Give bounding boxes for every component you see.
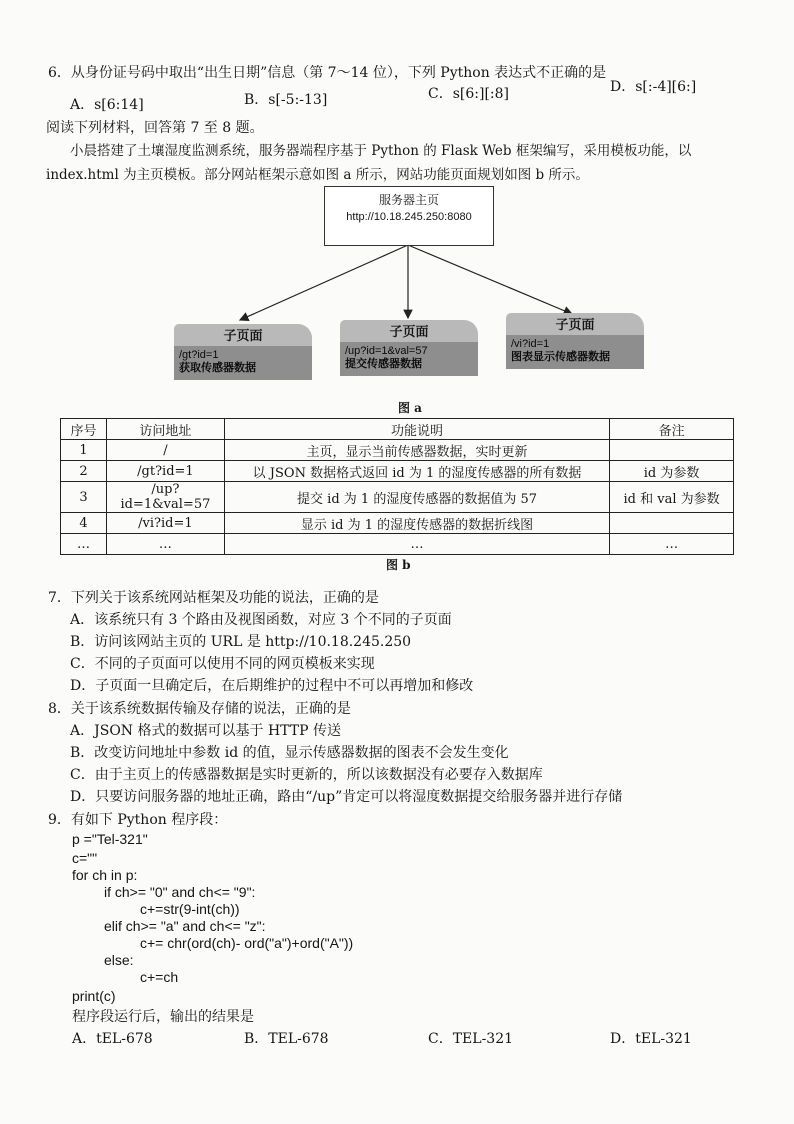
code-line-10: print(c): [72, 988, 116, 1004]
table-cell: 4: [61, 513, 107, 534]
q6-stem: 6．从身份证号码中取出“出生日期”信息（第 7～14 位），下列 Python 表达式不正确的是: [48, 65, 607, 81]
subpage-up-url: /up?id=1&val=57: [345, 345, 428, 357]
table-cell: …: [610, 534, 734, 555]
subpage-get: [174, 324, 312, 382]
table-cell: 2: [61, 461, 107, 482]
q8-stem: 8．关于该系统数据传输及存储的说法，正确的是: [48, 701, 351, 717]
table-row: [61, 440, 734, 461]
table-cell: …: [61, 534, 107, 555]
q7-option-b: B．访问该网站主页的 URL 是 http://10.18.245.250: [70, 634, 412, 650]
code-line-1: p ="Tel-321": [72, 831, 148, 847]
table-cell: /: [106, 440, 224, 461]
table-cell: 1: [61, 440, 107, 461]
q8-option-d: D．只要访问服务器的地址正确，路由“/up”肯定可以将湿度数据提交给服务器并进行存储: [70, 789, 623, 805]
q8-option-c: C．由于主页上的传感器数据是实时更新的，所以该数据没有必要存入数据库: [70, 767, 543, 783]
table-cell: 主页，显示当前传感器数据，实时更新: [224, 440, 609, 461]
table-cell: …: [224, 534, 609, 555]
table-cell: id 为参数: [610, 461, 734, 482]
server-home-title: 服务器主页: [378, 193, 439, 207]
code-line-2: c="": [72, 850, 98, 866]
arrow-right: [408, 245, 572, 314]
figure-b-table: [60, 418, 734, 555]
subpage-vi-head: 子页面: [506, 313, 644, 335]
table-cell: /gt?id=1: [106, 461, 224, 482]
code-line-5: c+=str(9-int(ch)): [140, 901, 240, 917]
q6-option-d: D．s[:-4][6:]: [610, 79, 697, 95]
table-cell: [610, 440, 734, 461]
q6-option-c: C．s[6:][:8]: [428, 86, 509, 102]
q7-stem: 7．下列关于该系统网站框架及功能的说法，正确的是: [48, 590, 379, 606]
material-line-1: 小晨搭建了土壤湿度监测系统，服务器端程序基于 Python 的 Flask Web 框架编写，采用模板功能，以: [70, 143, 692, 159]
q8-option-b: B．改变访问地址中参数 id 的值，显示传感器数据的图表不会发生变化: [70, 745, 509, 761]
table-row: [61, 482, 734, 513]
q9-option-c: C．TEL-321: [428, 1031, 514, 1047]
table-cell: /vi?id=1: [106, 513, 224, 534]
header-index: 序号: [61, 419, 107, 440]
code-line-4: if ch>= "0" and ch<= "9":: [104, 884, 256, 900]
q9-after: 程序段运行后，输出的结果是: [72, 1009, 254, 1025]
subpage-vi-url: /vi?id=1: [511, 338, 550, 350]
subpage-get-url: /gt?id=1: [179, 349, 219, 361]
arrow-left: [240, 245, 408, 320]
material-line-2: index.html 为主页模板。部分网站框架示意如图 a 所示，网站功能页面规划如图 b 所示。: [46, 167, 589, 183]
table-cell: 以 JSON 数据格式返回 id 为 1 的湿度传感器的所有数据: [224, 461, 609, 482]
q8-option-a: A．JSON 格式的数据可以基于 HTTP 传送: [70, 723, 341, 739]
q6-option-b: B．s[-5:-13]: [244, 92, 328, 108]
table-cell: 提交 id 为 1 的湿度传感器的数据值为 57: [224, 482, 609, 513]
table-cell: 3: [61, 482, 107, 513]
subpage-get-head: 子页面: [174, 324, 312, 346]
subpage-get-desc: 获取传感器数据: [179, 362, 256, 374]
table-cell: …: [106, 534, 224, 555]
q9-option-d: D．tEL-321: [610, 1031, 692, 1047]
material-intro: 阅读下列材料，回答第 7 至 8 题。: [46, 120, 264, 136]
q6-option-a: A．s[6:14]: [70, 97, 144, 113]
subpage-up: [340, 320, 478, 378]
subpage-up-head: 子页面: [340, 320, 478, 342]
code-line-7: c+= chr(ord(ch)- ord("a")+ord("A")): [140, 935, 354, 951]
code-line-6: elif ch>= "a" and ch<= "z":: [104, 918, 266, 934]
table-row: [61, 513, 734, 534]
table-row: [61, 461, 734, 482]
table-header-row: [61, 419, 734, 440]
subpage-up-desc: 提交传感器数据: [345, 358, 422, 370]
q7-option-a: A．该系统只有 3 个路由及视图函数，对应 3 个不同的子页面: [70, 612, 452, 628]
q9-option-b: B．TEL-678: [244, 1031, 329, 1047]
header-note: 备注: [610, 419, 734, 440]
figure-b-caption: 图 b: [386, 558, 411, 572]
code-line-9: c+=ch: [140, 969, 179, 985]
header-address: 访问地址: [106, 419, 224, 440]
table-cell: [610, 513, 734, 534]
q9-stem: 9．有如下 Python 程序段：: [48, 812, 228, 828]
code-line-3: for ch in p:: [72, 867, 138, 883]
subpage-vi-desc: 图表显示传感器数据: [511, 351, 610, 363]
header-function: 功能说明: [224, 419, 609, 440]
server-home-url: http://10.18.245.250:8080: [346, 211, 472, 223]
server-home-box: [324, 186, 494, 246]
table-row: [61, 534, 734, 555]
q7-option-d: D．子页面一旦确定后，在后期维护的过程中不可以再增加和修改: [70, 678, 474, 694]
q9-option-a: A．tEL-678: [72, 1031, 153, 1047]
table-cell: 显示 id 为 1 的湿度传感器的数据折线图: [224, 513, 609, 534]
q7-option-c: C．不同的子页面可以使用不同的网页模板来实现: [70, 656, 375, 672]
figure-a-caption: 图 a: [398, 401, 422, 415]
table-cell: /up?id=1&val=57: [106, 482, 224, 513]
table-cell: id 和 val 为参数: [610, 482, 734, 513]
subpage-vi: [506, 313, 644, 371]
code-line-8: else:: [104, 952, 134, 968]
